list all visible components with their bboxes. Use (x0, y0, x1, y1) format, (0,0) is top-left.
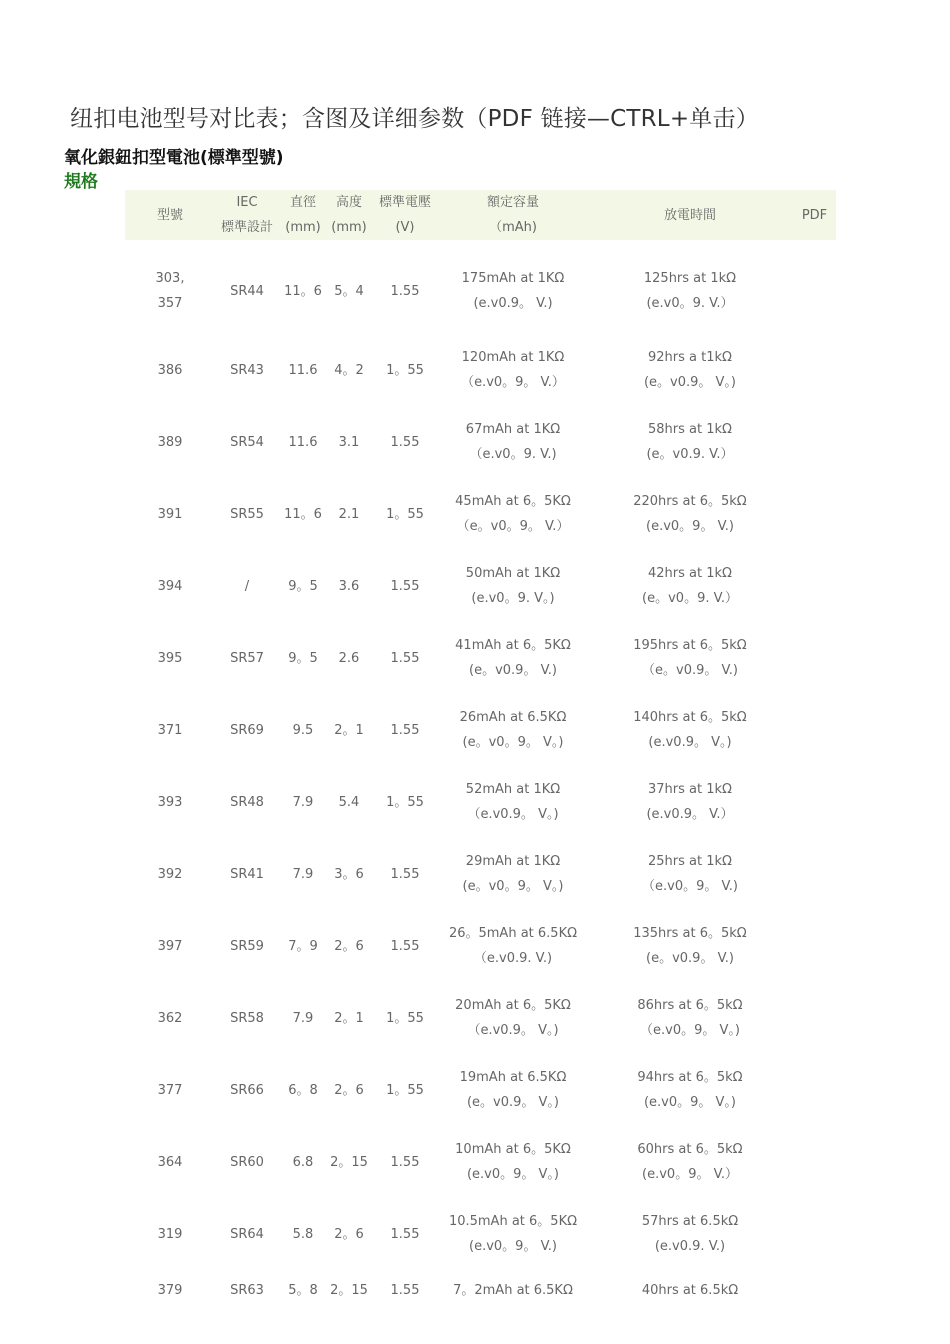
table-row (125, 1054, 836, 1126)
cell-discharge-text: 195hrs at 6。5kΩ (633, 638, 747, 653)
table-row (125, 766, 836, 838)
table-row (125, 838, 836, 910)
cell-iec-text: SR58 (230, 1010, 264, 1026)
cell-diameter-text: 11.6 (288, 434, 318, 450)
cell-model (125, 910, 215, 982)
table-row (125, 1126, 836, 1198)
cell-discharge-text: 37hrs at 1kΩ (648, 782, 732, 797)
cell-voltage (371, 406, 439, 478)
cell-height (327, 910, 371, 982)
header-model: 型號 (125, 190, 215, 240)
table-row (125, 334, 836, 406)
cell-iec (215, 240, 279, 334)
cell-iec (215, 838, 279, 910)
cell-diameter (279, 1054, 327, 1126)
cell-capacity (439, 694, 587, 766)
cell-discharge-text: 92hrs a t1kΩ (648, 350, 732, 365)
cell-voltage-text: 1。55 (386, 794, 424, 810)
cell-model-text: 303, (155, 271, 185, 286)
table-row (125, 910, 836, 982)
cell-model-text: 389 (157, 434, 183, 450)
cell-capacity (439, 240, 587, 334)
cell-voltage (371, 1054, 439, 1126)
cell-pdf[interactable] (793, 550, 836, 622)
cell-discharge-text: （e.v0。9。 V。) (640, 1023, 740, 1038)
cell-diameter-text: 9。5 (288, 578, 318, 594)
cell-pdf[interactable] (793, 240, 836, 334)
cell-height-text: 3.1 (338, 434, 360, 450)
cell-diameter (279, 240, 327, 334)
cell-diameter-text: 7.9 (292, 866, 314, 882)
cell-diameter-text: 6.8 (292, 1154, 314, 1170)
cell-diameter-text: 9.5 (292, 722, 314, 738)
table-row (125, 550, 836, 622)
cell-iec (215, 1054, 279, 1126)
cell-capacity-text: 20mAh at 6。5KΩ (455, 998, 571, 1013)
cell-capacity-text: 120mAh at 1KΩ (461, 350, 565, 365)
cell-height (327, 1054, 371, 1126)
cell-iec-text: SR60 (230, 1154, 264, 1170)
cell-discharge-text: 57hrs at 6.5kΩ (641, 1214, 739, 1229)
cell-height-text: 2。15 (330, 1282, 368, 1298)
cell-diameter (279, 550, 327, 622)
cell-iec (215, 550, 279, 622)
cell-iec-text: SR63 (230, 1282, 264, 1298)
cell-diameter-text: 9。5 (288, 650, 318, 666)
cell-pdf[interactable] (793, 766, 836, 838)
header-diameter: 直徑 (mm) (279, 190, 327, 240)
cell-height (327, 240, 371, 334)
cell-model-text: 392 (157, 866, 183, 882)
cell-discharge-text: 25hrs at 1kΩ (648, 854, 732, 869)
cell-capacity (439, 910, 587, 982)
cell-height (327, 478, 371, 550)
cell-model-text: 393 (157, 794, 183, 810)
cell-iec-text: / (244, 578, 250, 594)
cell-discharge-text: (e.v0。9。 V.) (646, 519, 734, 534)
header-height: 高度 (mm) (327, 190, 371, 240)
cell-capacity-text: 45mAh at 6。5KΩ (455, 494, 571, 509)
cell-discharge (587, 838, 793, 910)
cell-discharge (587, 406, 793, 478)
cell-capacity-text: 7。2mAh at 6.5KΩ (453, 1282, 573, 1298)
cell-pdf[interactable] (793, 838, 836, 910)
cell-height (327, 406, 371, 478)
cell-discharge (587, 622, 793, 694)
cell-diameter-text: 11。6 (284, 506, 322, 522)
cell-diameter (279, 1270, 327, 1310)
cell-diameter (279, 982, 327, 1054)
cell-voltage-text: 1。55 (386, 1082, 424, 1098)
cell-iec (215, 478, 279, 550)
cell-discharge-text: 125hrs at 1kΩ (643, 271, 737, 286)
cell-voltage (371, 982, 439, 1054)
cell-pdf[interactable] (793, 622, 836, 694)
cell-capacity (439, 622, 587, 694)
cell-discharge (587, 910, 793, 982)
cell-pdf[interactable] (793, 334, 836, 406)
cell-pdf[interactable] (793, 478, 836, 550)
cell-discharge (587, 982, 793, 1054)
cell-height-text: 3。6 (334, 866, 364, 882)
cell-voltage (371, 910, 439, 982)
cell-capacity-text: (e.v0.9。 V.) (473, 296, 553, 311)
cell-discharge (587, 766, 793, 838)
cell-voltage-text: 1。55 (386, 1010, 424, 1026)
cell-discharge-text: 135hrs at 6。5kΩ (633, 926, 747, 941)
cell-model-text: 394 (157, 578, 183, 594)
cell-capacity-text: (e.v0。9。 V。) (466, 1167, 560, 1182)
cell-capacity-text: (e。v0.9。 V。) (466, 1095, 560, 1110)
cell-capacity-text: （e.v0.9。 V。) (467, 1023, 559, 1038)
cell-pdf[interactable] (793, 1270, 836, 1310)
cell-discharge-text: 220hrs at 6。5kΩ (633, 494, 747, 509)
table-row (125, 478, 836, 550)
cell-discharge (587, 240, 793, 334)
cell-capacity (439, 982, 587, 1054)
cell-diameter (279, 694, 327, 766)
cell-capacity-text: (e.v0。9. V。) (471, 591, 555, 606)
cell-capacity-text: 10.5mAh at 6。5KΩ (448, 1214, 578, 1229)
cell-capacity (439, 1270, 587, 1310)
cell-iec (215, 1270, 279, 1310)
cell-iec (215, 1198, 279, 1270)
cell-discharge (587, 1126, 793, 1198)
table-row (125, 982, 836, 1054)
cell-discharge-text: (e.v0.9。 V。) (648, 735, 732, 750)
cell-capacity (439, 1198, 587, 1270)
cell-capacity-text: (e.v0。9。 V.) (469, 1239, 557, 1254)
table-row (125, 622, 836, 694)
cell-discharge-text: 86hrs at 6。5kΩ (637, 998, 743, 1013)
cell-height-text: 2。6 (334, 1226, 364, 1242)
cell-voltage (371, 1198, 439, 1270)
cell-discharge-text: 58hrs at 1kΩ (648, 422, 732, 437)
table-header-row (125, 190, 836, 240)
cell-iec (215, 622, 279, 694)
cell-discharge-text: (e.v0。9. V.） (646, 296, 734, 311)
cell-capacity (439, 550, 587, 622)
cell-capacity-text: （e.v0。9. V.) (469, 447, 557, 462)
cell-voltage (371, 550, 439, 622)
cell-voltage-text: 1.55 (390, 283, 420, 299)
cell-model (125, 240, 215, 334)
cell-voltage-text: 1.55 (390, 578, 420, 594)
cell-iec-text: SR44 (230, 283, 264, 299)
cell-capacity-text: 175mAh at 1KΩ (461, 271, 565, 286)
cell-height (327, 982, 371, 1054)
header-voltage: 標準電壓 (V) (371, 190, 439, 240)
cell-height (327, 1198, 371, 1270)
cell-capacity (439, 478, 587, 550)
cell-voltage-text: 1.55 (390, 1154, 420, 1170)
cell-pdf[interactable] (793, 406, 836, 478)
cell-discharge-text: (e。v0。9. V.） (642, 591, 738, 606)
cell-height (327, 622, 371, 694)
cell-height-text: 2。15 (330, 1154, 368, 1170)
cell-discharge (587, 694, 793, 766)
cell-capacity (439, 406, 587, 478)
cell-model (125, 334, 215, 406)
cell-capacity-text: 10mAh at 6。5KΩ (455, 1142, 571, 1157)
cell-capacity-text: 50mAh at 1KΩ (465, 566, 561, 581)
cell-model-text: 379 (157, 1282, 183, 1298)
cell-height-text: 5。4 (334, 283, 364, 299)
cell-height-text: 2。1 (334, 722, 364, 738)
table-row (125, 1198, 836, 1270)
cell-height-text: 5.4 (338, 794, 360, 810)
cell-diameter-text: 6。8 (288, 1082, 318, 1098)
cell-voltage-text: 1。55 (386, 362, 424, 378)
cell-iec-text: SR54 (230, 434, 264, 450)
table-row (125, 406, 836, 478)
cell-voltage (371, 334, 439, 406)
cell-height-text: 3.6 (338, 578, 360, 594)
cell-diameter-text: 7.9 (292, 794, 314, 810)
cell-voltage-text: 1。55 (386, 506, 424, 522)
cell-model (125, 982, 215, 1054)
cell-voltage-text: 1.55 (390, 434, 420, 450)
cell-discharge (587, 478, 793, 550)
cell-iec (215, 1126, 279, 1198)
cell-capacity-text: 26。5mAh at 6.5KΩ (448, 926, 578, 941)
cell-capacity-text: (e。v0。9。 V。) (462, 735, 564, 750)
cell-diameter (279, 910, 327, 982)
cell-height (327, 1126, 371, 1198)
cell-discharge-text: (e.v0.9. V.) (654, 1239, 726, 1254)
cell-model-text: 397 (157, 938, 183, 954)
cell-discharge-text: （e.v0。9。 V.) (642, 879, 738, 894)
cell-model-text: 364 (157, 1154, 183, 1170)
cell-iec-text: SR59 (230, 938, 264, 954)
cell-discharge-text: (e。v0.9。 V。) (643, 375, 737, 390)
cell-height (327, 694, 371, 766)
cell-capacity-text: 41mAh at 6。5KΩ (455, 638, 571, 653)
cell-discharge (587, 1270, 793, 1310)
cell-iec (215, 982, 279, 1054)
cell-diameter (279, 478, 327, 550)
cell-discharge (587, 1198, 793, 1270)
cell-pdf[interactable] (793, 910, 836, 982)
cell-diameter (279, 406, 327, 478)
cell-voltage-text: 1.55 (390, 938, 420, 954)
cell-model-text: 362 (157, 1010, 183, 1026)
cell-diameter-text: 11.6 (288, 362, 318, 378)
table-row (125, 694, 836, 766)
cell-model-text: 371 (157, 722, 183, 738)
cell-height (327, 334, 371, 406)
cell-diameter (279, 838, 327, 910)
cell-iec-text: SR64 (230, 1226, 264, 1242)
cell-discharge-text: (e.v0.9。 V.） (646, 807, 734, 822)
cell-diameter-text: 5.8 (292, 1226, 314, 1242)
cell-height-text: 2.6 (338, 650, 360, 666)
cell-iec (215, 406, 279, 478)
cell-model-text: 386 (157, 362, 183, 378)
cell-model (125, 622, 215, 694)
section-title: 氧化銀鈕扣型電池(標準型號) (64, 148, 284, 168)
cell-model (125, 838, 215, 910)
cell-height-text: 2。6 (334, 938, 364, 954)
cell-height-text: 2。6 (334, 1082, 364, 1098)
cell-model (125, 1126, 215, 1198)
cell-discharge-text: 60hrs at 6。5kΩ (637, 1142, 743, 1157)
cell-voltage (371, 1270, 439, 1310)
cell-iec (215, 766, 279, 838)
cell-voltage (371, 766, 439, 838)
cell-diameter-text: 7。9 (288, 938, 318, 954)
cell-diameter (279, 334, 327, 406)
cell-model (125, 478, 215, 550)
cell-voltage (371, 694, 439, 766)
cell-model (125, 1054, 215, 1126)
cell-voltage (371, 1126, 439, 1198)
cell-iec (215, 334, 279, 406)
cell-diameter (279, 1126, 327, 1198)
cell-voltage-text: 1.55 (390, 722, 420, 738)
cell-pdf[interactable] (793, 982, 836, 1054)
cell-height-text: 4。2 (334, 362, 364, 378)
cell-iec-text: SR43 (230, 362, 264, 378)
cell-voltage (371, 240, 439, 334)
cell-discharge-text: 40hrs at 6.5kΩ (641, 1282, 739, 1298)
header-discharge: 放電時間 (587, 190, 793, 240)
cell-model (125, 694, 215, 766)
cell-discharge-text: (e。v0.9。 V.) (646, 951, 734, 966)
cell-iec-text: SR48 (230, 794, 264, 810)
cell-discharge-text: 94hrs at 6。5kΩ (637, 1070, 743, 1085)
cell-discharge-text: 140hrs at 6。5kΩ (633, 710, 747, 725)
cell-discharge-text: 42hrs at 1kΩ (648, 566, 732, 581)
cell-capacity-text: 52mAh at 1KΩ (465, 782, 561, 797)
cell-iec (215, 910, 279, 982)
header-pdf: PDF (793, 190, 836, 240)
header-capacity: 額定容量 （mAh) (439, 190, 587, 240)
cell-voltage-text: 1.55 (390, 866, 420, 882)
cell-iec-text: SR57 (230, 650, 264, 666)
cell-voltage (371, 622, 439, 694)
cell-capacity (439, 1054, 587, 1126)
cell-capacity-text: 26mAh at 6.5KΩ (459, 710, 567, 725)
cell-discharge-text: (e。v0.9. V.） (646, 447, 734, 462)
cell-iec-text: SR66 (230, 1082, 264, 1098)
cell-capacity (439, 838, 587, 910)
cell-capacity (439, 766, 587, 838)
cell-iec-text: SR41 (230, 866, 264, 882)
cell-capacity (439, 1126, 587, 1198)
table-row (125, 240, 836, 334)
cell-model-text: 391 (157, 506, 183, 522)
cell-diameter (279, 766, 327, 838)
cell-pdf[interactable] (793, 694, 836, 766)
cell-voltage (371, 478, 439, 550)
cell-capacity-text: （e。v0。9。 V.） (456, 519, 570, 534)
cell-height-text: 2.1 (338, 506, 360, 522)
cell-discharge-text: （e。v0.9。 V.) (642, 663, 738, 678)
cell-diameter (279, 622, 327, 694)
spec-label: 規格 (64, 172, 98, 192)
cell-model-text: 357 (157, 296, 183, 311)
cell-capacity-text: （e.v0。9。 V.） (461, 375, 565, 390)
cell-voltage (371, 838, 439, 910)
cell-height (327, 766, 371, 838)
cell-height (327, 550, 371, 622)
cell-voltage-text: 1.55 (390, 1226, 420, 1242)
cell-model (125, 1198, 215, 1270)
cell-capacity-text: (e。v0.9。 V.) (469, 663, 557, 678)
cell-capacity-text: 19mAh at 6.5KΩ (459, 1070, 567, 1085)
cell-model (125, 766, 215, 838)
cell-discharge-text: (e.v0。9。 V。) (643, 1095, 737, 1110)
cell-model-text: 319 (157, 1226, 183, 1242)
cell-diameter-text: 7.9 (292, 1010, 314, 1026)
cell-pdf[interactable] (793, 1198, 836, 1270)
cell-model (125, 550, 215, 622)
cell-iec (215, 694, 279, 766)
cell-pdf[interactable] (793, 1126, 836, 1198)
cell-capacity (439, 334, 587, 406)
cell-model-text: 377 (157, 1082, 183, 1098)
cell-voltage-text: 1.55 (390, 650, 420, 666)
cell-height (327, 838, 371, 910)
cell-pdf[interactable] (793, 1054, 836, 1126)
cell-iec-text: SR55 (230, 506, 264, 522)
header-iec: IEC 標準設計 (215, 190, 279, 240)
cell-discharge (587, 550, 793, 622)
cell-model (125, 406, 215, 478)
cell-model-text: 395 (157, 650, 183, 666)
cell-iec-text: SR69 (230, 722, 264, 738)
cell-capacity-text: 67mAh at 1KΩ (465, 422, 561, 437)
cell-discharge (587, 1054, 793, 1126)
table-row (125, 1270, 836, 1310)
cell-capacity-text: （e.v0.9。 V。) (467, 807, 559, 822)
cell-discharge (587, 334, 793, 406)
page-title: 纽扣电池型号对比表；含图及详细参数（PDF 链接—CTRL+单击） (70, 106, 759, 132)
cell-height-text: 2。1 (334, 1010, 364, 1026)
cell-capacity-text: （e.v0.9. V.) (473, 951, 553, 966)
cell-capacity-text: 29mAh at 1KΩ (465, 854, 561, 869)
cell-model (125, 1270, 215, 1310)
cell-voltage-text: 1.55 (390, 1282, 420, 1298)
battery-spec-table (125, 190, 836, 1310)
cell-diameter (279, 1198, 327, 1270)
cell-capacity-text: (e。v0。9。 V。) (462, 879, 564, 894)
cell-height (327, 1270, 371, 1310)
cell-discharge-text: (e.v0。9。 V.） (642, 1167, 738, 1182)
cell-diameter-text: 5。8 (288, 1282, 318, 1298)
cell-diameter-text: 11。6 (284, 283, 322, 299)
